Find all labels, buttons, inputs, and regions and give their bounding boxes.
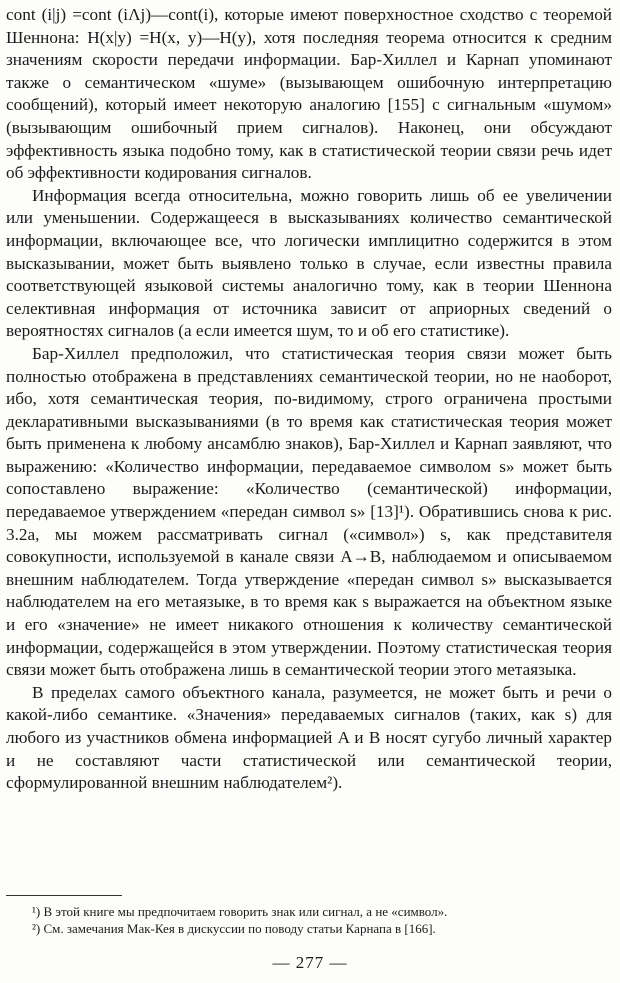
body-text xyxy=(6,4,612,795)
page-number: — 277 — xyxy=(272,953,348,972)
footnote-2: ²) См. замечания Мак-Кея в дискуссии по поводу статьи Карнапа в [166]. xyxy=(32,921,436,936)
footnote-1: ¹) В этой книге мы предпочитаем говорить знак или сигнал, а не «символ». xyxy=(32,904,448,919)
paragraph-1: cont (i|j) =cont (iΛj)—cont(i), которые имеют поверхностное сходство с теоремой Шеннона: H(x|y) =H(x, y)—H(y), хотя последняя теорема относится к средним значениям скорости передачи информации. Бар-Хиллел и Карнап упоминают также о семантическом «шуме» (вызывающем ошибочную интерпретацию сообщений), который имеет некоторую аналогию [155] с сигнальным «шумом» (вызывающим ошибочный прием сигналов). Наконец, они обсуждают эффективность языка подобно тому, как в статистической теории связи речь идет об эффективности кодирования сигналов. xyxy=(6,5,612,183)
footnote-divider xyxy=(6,895,122,896)
paragraph-2: Информация всегда относительна, можно говорить лишь об ее увеличении или уменьшении. Содержащееся в высказываниях количество семантической информации, включающее все, что логически имплицитно содержится в этом высказывании, может быть выявлено только в случае, если известны правила соответствующей языковой системы аналогично тому, как в теории Шеннона селективная информация от источника зависит от априорных сведений о вероятностях сигналов (а если имеется шум, то и об его статистике). xyxy=(6,185,612,341)
paragraph-4: В пределах самого объектного канала, разумеется, не может быть и речи о какой-либо семантике. «Значения» передаваемых сигналов (таких, как s) для любого из участников обмена информацией A и B носят сугубо личный характер и не составляют части статистической или семантической теории, сформулированной внешним наблюдателем²). xyxy=(6,682,612,793)
footnotes xyxy=(6,903,612,937)
paragraph-3: Бар-Хиллел предположил, что статистическая теория связи может быть полностью отображена в представлениях семантической теории, но не наоборот, ибо, хотя семантическая теория, по-видимому, строго ограничена простыми декларативными высказываниями (в то время как статистическая теория может быть применена к любому ансамблю знаков), Бар-Хиллел и Карнап заявляют, что выражению: «Количество информации, передаваемое символом s» может быть сопоставлено выражение: «Количество (семантической) информации, передаваемое утверждением «передан символ s» [13]¹). Обратившись снова к рис. 3.2a, мы можем рассматривать сигнал («символ») s, как представителя совокупности, используемой в канале связи A→B, наблюдаемом и описываемом внешним наблюдателем. Тогда утверждение «передан символ s» высказывается наблюдателем на его метаязыке, в то время как s выражается на объектном языке и его «значение» не имеет никакого отношения к количеству семантической информации, содержащейся в этом утверждении. Поэтому статистическая теория связи может быть отображена лишь в семантической теории этого метаязыка. xyxy=(6,343,612,680)
